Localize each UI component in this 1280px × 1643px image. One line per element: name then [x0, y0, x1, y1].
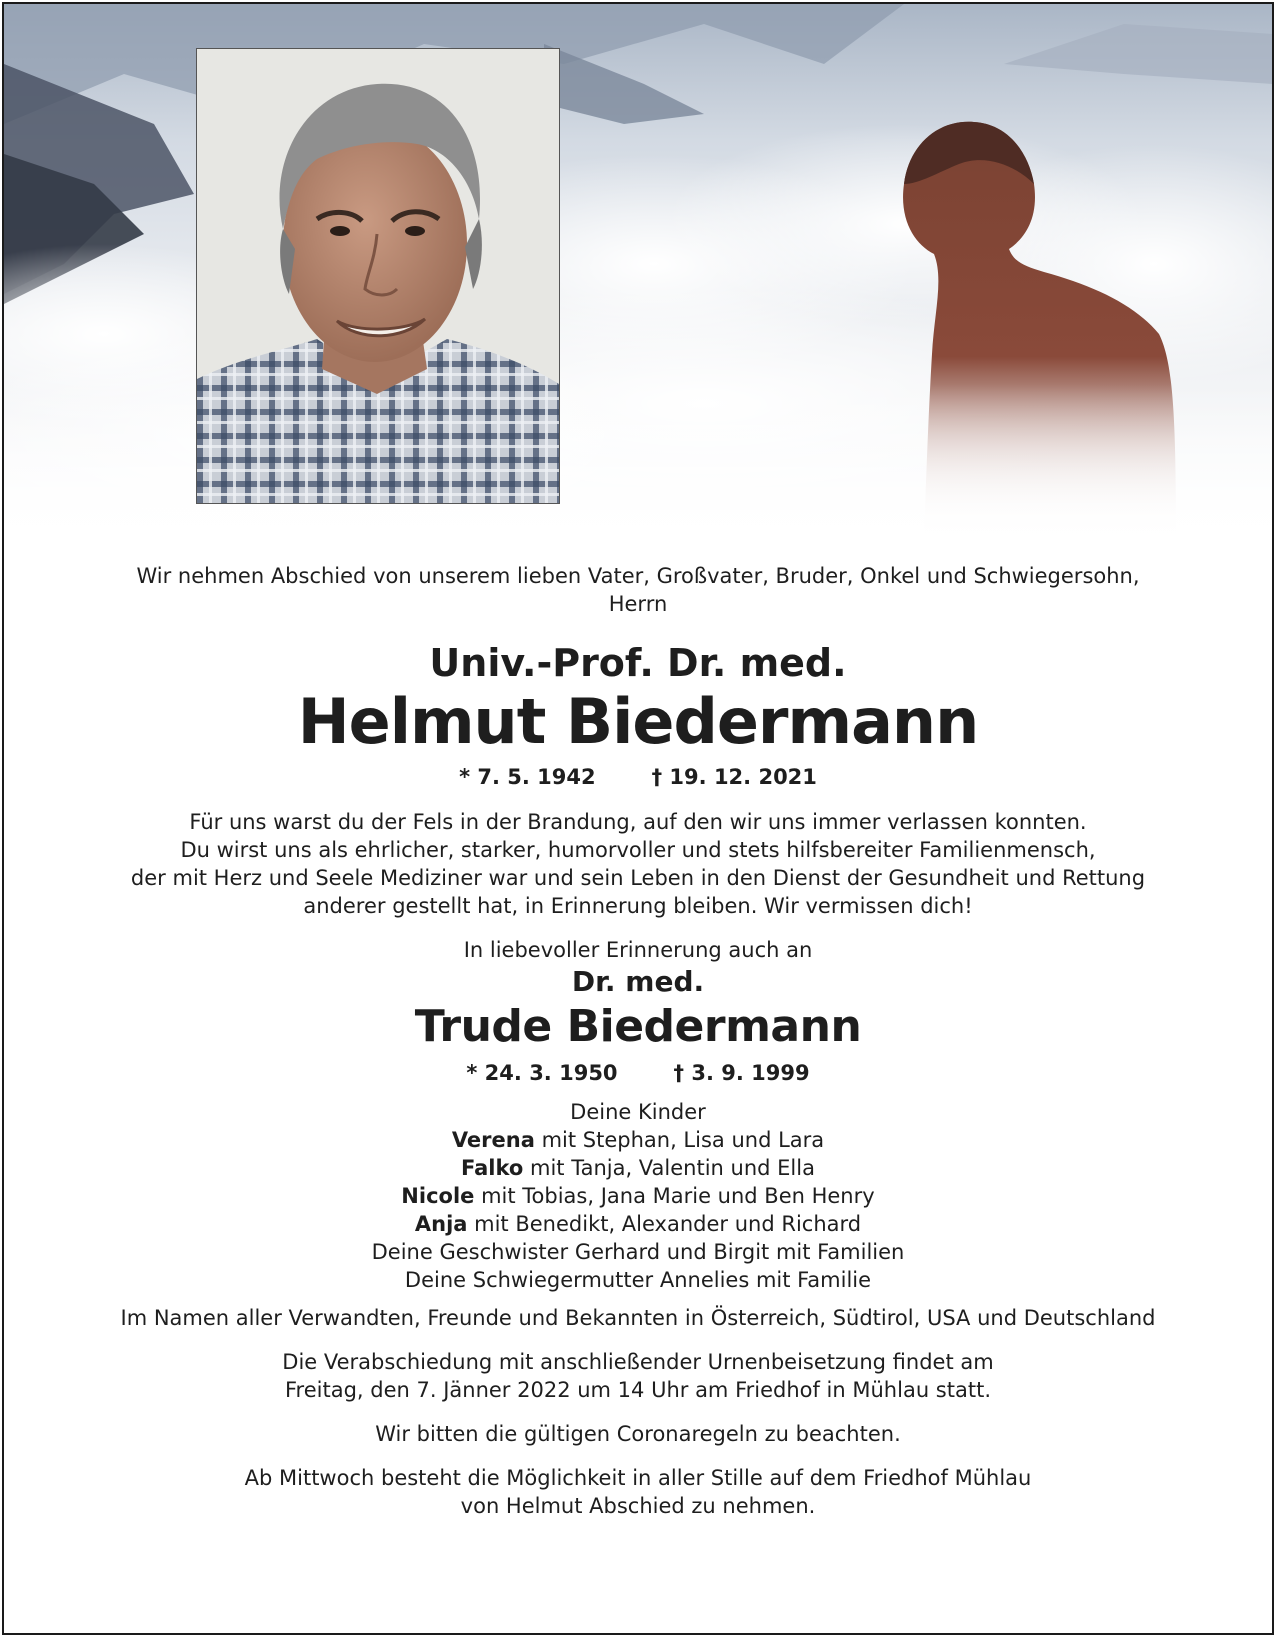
- mountain-cloud-scene: [4, 4, 1272, 549]
- mother-in-law-line: Deine Schwiegermutter Annelies mit Familie: [404, 1268, 872, 1292]
- child-family: mit Tobias, Jana Marie und Ben Henry: [474, 1184, 875, 1208]
- memory-dates: [4, 1058, 1272, 1088]
- tribute-line: der mit Herz und Seele Mediziner war und sein Leben in den Dienst der Gesundheit und Rettung: [130, 866, 1146, 890]
- farewell-line: von Helmut Abschied zu nehmen.: [460, 1494, 816, 1518]
- child-line: [4, 1154, 1272, 1182]
- child-line: [4, 1126, 1272, 1154]
- obituary-notice: [2, 2, 1274, 1635]
- memory-intro: In liebevoller Erinnerung auch an: [463, 938, 813, 962]
- children-label: Deine Kinder: [570, 1100, 706, 1124]
- ceremony-line: Die Verabschiedung mit anschließender Urnenbeisetzung findet am: [282, 1350, 994, 1374]
- tribute-line: anderer gestellt hat, in Erinnerung bleiben. Wir vermissen dich!: [303, 894, 973, 918]
- portrait-photo: [196, 48, 560, 504]
- child-name: Nicole: [401, 1184, 475, 1208]
- death-date: † 3. 9. 1999: [673, 1061, 810, 1085]
- child-family: mit Benedikt, Alexander und Richard: [467, 1212, 862, 1236]
- child-line: [4, 1210, 1272, 1238]
- child-family: mit Stephan, Lisa und Lara: [534, 1128, 825, 1152]
- deceased-dates: [4, 762, 1272, 792]
- tribute-line: Für uns warst du der Fels in der Brandung, auf den wir uns immer verlassen konnten.: [189, 810, 1087, 834]
- death-date: † 19. 12. 2021: [651, 765, 817, 789]
- memory-title: Dr. med.: [571, 965, 705, 998]
- child-name: Falko: [461, 1156, 524, 1180]
- child-name: Verena: [451, 1128, 535, 1152]
- siblings-line: Deine Geschwister Gerhard und Birgit mit Familien: [371, 1240, 905, 1264]
- on-behalf-line: Im Namen aller Verwandten, Freunde und Bekannten in Österreich, Südtirol, USA und Deutschland: [120, 1306, 1156, 1330]
- tribute-line: Du wirst uns als ehrlicher, starker, humorvoller und stets hilfsbereiter Familienmensch,: [180, 838, 1096, 862]
- ceremony-line: Freitag, den 7. Jänner 2022 um 14 Uhr am Friedhof in Mühlau statt.: [285, 1378, 991, 1402]
- child-name: Anja: [414, 1212, 468, 1236]
- birth-date: * 7. 5. 1942: [459, 765, 596, 789]
- memory-name: Trude Biedermann: [414, 1001, 862, 1052]
- birth-date: * 24. 3. 1950: [466, 1061, 618, 1085]
- notice-text: [4, 562, 1272, 1520]
- deceased-title: Univ.-Prof. Dr. med.: [429, 641, 847, 685]
- child-line: [4, 1182, 1272, 1210]
- child-family: mit Tanja, Valentin und Ella: [523, 1156, 815, 1180]
- intro-line: Wir nehmen Abschied von unserem lieben Vater, Großvater, Bruder, Onkel und Schwiegersohn,: [136, 564, 1140, 588]
- corona-notice: Wir bitten die gültigen Coronaregeln zu beachten.: [375, 1422, 901, 1446]
- portrait-image: [197, 49, 559, 503]
- deceased-name: Helmut Biedermann: [297, 685, 979, 758]
- intro-salutation: Herrn: [608, 592, 668, 616]
- farewell-line: Ab Mittwoch besteht die Möglichkeit in aller Stille auf dem Friedhof Mühlau: [244, 1466, 1032, 1490]
- background-photo: [4, 4, 1272, 549]
